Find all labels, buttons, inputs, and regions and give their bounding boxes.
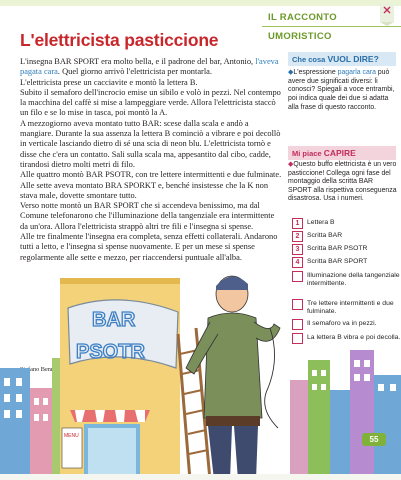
- answer-box[interactable]: [292, 299, 303, 310]
- phase-label: Lettera B: [307, 219, 335, 226]
- comprehension-heading-big: CAPIRE: [323, 148, 356, 158]
- section-label: IL RACCONTO UMORISTICO: [262, 8, 401, 27]
- sign-word-bar: BAR: [92, 309, 136, 331]
- comprehension-instructions: [288, 161, 398, 204]
- vocab-heading-big: VUOL DIRE?: [327, 54, 379, 64]
- sign-word-psotr: PSOTR: [76, 341, 145, 363]
- story-text-run: Verso notte montò un BAR SPORT che si accendeva benissimo, ma dal Comune telefonarono che l'illuminazione della tangenziale era intermittente da un'ora. Allora l'elettricista strappò altri tre fili e l'insegna si spense.: [20, 201, 275, 231]
- story-paragraph: [20, 201, 282, 232]
- menu-board-label: MENU: [64, 433, 79, 439]
- phase-label: Scritta BAR: [307, 232, 343, 239]
- phase-label: Scritta BAR SPORT: [307, 258, 368, 265]
- vocab-text-highlight: pagarla cara: [337, 69, 376, 76]
- story-paragraph: [20, 170, 282, 201]
- vocab-question: [288, 69, 398, 113]
- phase-number-box: 3: [292, 244, 303, 255]
- story-title: L'elettricista pasticcione: [20, 30, 219, 50]
- answer-box[interactable]: [292, 271, 303, 282]
- consequence-label: Illuminazione della tangenziale intermittente.: [307, 272, 400, 288]
- story-text-run: L'insegna BAR SPORT era molto bella, e il padrone del bar, Antonio,: [20, 57, 256, 66]
- phase-number-box: 4: [292, 257, 303, 268]
- comprehension-heading-pre: Mi piace: [292, 149, 324, 158]
- story-text-run: L'elettricista prese un cacciavite e montò la lettera B.: [20, 77, 198, 87]
- consequence-label: La lettera B vibra e poi decolla.: [307, 334, 401, 341]
- top-band: [0, 0, 401, 6]
- story-text-run: Alle quattro montò BAR PSOTR, con tre lettere intermittenti e due fulminate. Alle sette aveva montato BRA SPORKT e, benché insistesse che la K non stava male, dovette smontare tutto.: [20, 170, 282, 200]
- vocab-text-pre: L'espressione: [293, 69, 338, 76]
- story-text: [20, 57, 282, 263]
- vocab-heading-pre: Che cosa: [292, 55, 328, 64]
- bottom-band: [0, 474, 401, 480]
- story-illustration: [0, 238, 290, 480]
- vocab-text-post: può avere due significati diversi: li conosci? Spiegali a voce entrambi, poi indica quale dei due si adatta alla frase di questo racconto.: [288, 69, 395, 111]
- story-source: Benni,: [40, 366, 58, 373]
- story-text-run: Alle tre finalmente l'insegna era completa, senza effetti collaterali. Andarono tutti a letto, e l'insegna si spense nuovamente. E per un mese si spense regolarmente alle sette e mezzo, per riaccendersi puntuale all'alba.: [20, 232, 278, 262]
- consequence-label: Tre lettere intermittenti e due fulminate.: [307, 300, 394, 316]
- city-buildings-left: [0, 358, 62, 480]
- story-text-run: A mezzogiorno aveva montato tutto BAR: scese dalla scala e andò a mangiare. Durante la sua assenza la lettera B cominciò a vibrare e poi decollò in verticale lasciando dietro di sé una scia di neon blu. L'elettricista tornò e disse che c'era un contatto. Sali sulla scala ma, appesantito dal cibo, cadde, tirandosi dietro molti metri di filo.: [20, 118, 281, 169]
- story-paragraph: [20, 57, 282, 78]
- story-paragraph: [20, 88, 282, 119]
- city-buildings-right: [290, 350, 401, 480]
- story-paragraph: [20, 78, 282, 88]
- comprehension-heading: [288, 146, 396, 160]
- page-number: 55: [362, 433, 386, 446]
- bookmark-ribbon-icon: [379, 4, 395, 26]
- comprehension-text: Questo buffo elettricista è un vero pasticcione! Collega ogni fase del montaggio della scritta BAR SPORT alla rispettiva conseguenza disastrosa. Usa i numeri.: [288, 161, 397, 203]
- answer-box[interactable]: [292, 319, 303, 330]
- phase-label: Scritta BAR PSOTR: [307, 245, 368, 252]
- diamond-bullet-icon: ◆: [288, 161, 294, 168]
- story-text-run: Subito il semaforo dell'incrocio emise un sibilo e volò in pezzi. Nel contempo la macchina del caffè si mise a lampeggiare verde. Allora l'elettricista staccò un filo e se lo mise in tasca, poi montò la A.: [20, 87, 281, 118]
- story-paragraph: [20, 119, 282, 170]
- phase-number-box: 2: [292, 231, 303, 242]
- electric-wire: [265, 328, 278, 428]
- consequence-label: Il semaforo va in pezzi.: [307, 320, 377, 327]
- diamond-bullet-icon: ◆: [288, 69, 294, 76]
- story-text-run: . Quel giorno arrivò l'elettricista per montarla.: [57, 67, 212, 77]
- phase-number-box: 1: [292, 218, 303, 229]
- section-rule: [262, 26, 401, 27]
- vocab-heading: [288, 52, 396, 66]
- highlighted-phrase: l'aveva pagata cara: [20, 57, 279, 77]
- answer-box[interactable]: [292, 333, 303, 344]
